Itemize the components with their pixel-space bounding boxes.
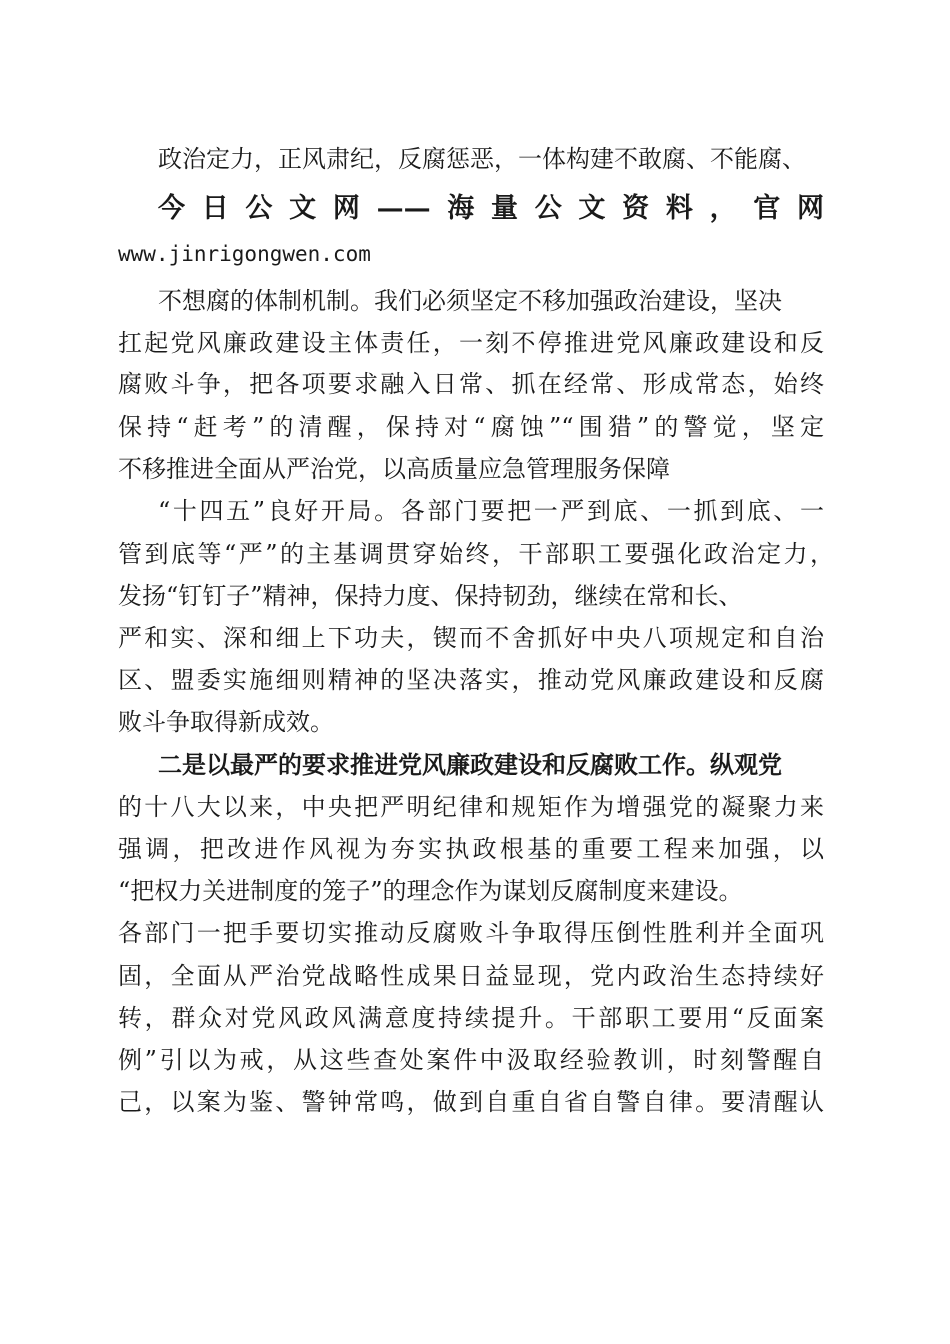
p1-line-1: 不想腐的体制机制。我们必须坚定不移加强政治建设，坚决 [158, 287, 782, 315]
p1-line-2: 扛起党风廉政建设主体责任，一刻不停推进党风廉政建设和反 [118, 329, 824, 357]
p2-line-5: 区、盟委实施细则精神的坚决落实，推动党风廉政建设和反腐 [118, 666, 824, 694]
p2-line-1: “十四五”良好开局。各部门要把一严到底、一抓到底、一 [158, 497, 824, 525]
p3-line-6: 固，全面从严治党战略性成果日益显现，党内政治生态持续好 [118, 962, 824, 990]
p2-line-4: 严和实、深和细上下功夫，锲而不舍抓好中央八项规定和自治 [118, 624, 824, 652]
p1-line-4: 保持“赶考”的清醒，保持对“腐蚀”“围猎”的警觉，坚定 [118, 413, 824, 441]
p1-line-3: 腐败斗争，把各项要求融入日常、抓在经常、形成常态，始终 [118, 370, 824, 398]
body-line-top: 政治定力，正风肃纪，反腐惩恶，一体构建不敢腐、不能腐、 [158, 145, 806, 173]
p3-line-3: 强调，把改进作风视为夯实执政根基的重要工程来加强，以 [118, 835, 824, 863]
p3-line-7: 转，群众对党风政风满意度持续提升。干部职工要用“反面案 [118, 1004, 824, 1032]
p3-line-2: 的十八大以来，中央把严明纪律和规矩作为增强党的凝聚力来 [118, 793, 824, 821]
p2-line-3: 发扬“钉钉子”精神，保持力度、保持韧劲，继续在常和长、 [118, 582, 743, 610]
p3-line-4: “把权力关进制度的笼子”的理念作为谋划反腐制度来建设。 [118, 877, 743, 905]
watermark-banner: 今日公文网——海量公文资料，官网 [158, 193, 824, 224]
p1-line-5: 不移推进全面从严治党，以高质量应急管理服务保障 [118, 455, 670, 483]
p3-line-9: 己，以案为鉴、警钟常鸣，做到自重自省自警自律。要清醒认 [118, 1088, 824, 1116]
p2-line-6: 败斗争取得新成效。 [118, 708, 334, 736]
p2-line-2: 管到底等“严”的主基调贯穿始终，干部职工要强化政治定力， [118, 540, 834, 568]
p3-line-8: 例”引以为戒，从这些查处案件中汲取经验教训，时刻警醒自 [118, 1046, 824, 1074]
p3-line-5: 各部门一把手要切实推动反腐败斗争取得压倒性胜利并全面巩 [118, 919, 824, 947]
watermark-url: www.jinrigongwen.com [118, 242, 371, 266]
p3-heading-line: 二是以最严的要求推进党风廉政建设和反腐败工作。纵观党 [158, 750, 782, 779]
